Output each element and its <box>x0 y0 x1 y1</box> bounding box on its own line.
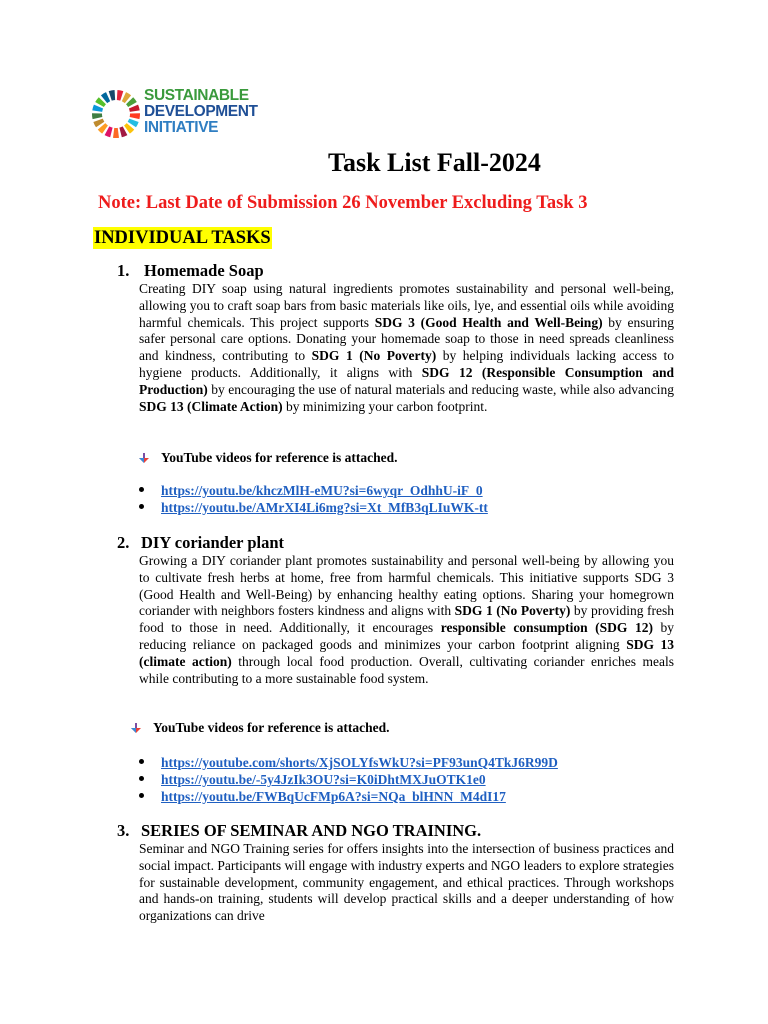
task-description-1 <box>139 281 674 415</box>
text-run: through local food production. Overall, cultivating coriander enriches meals while contributing to a more sustainable food system. <box>139 653 675 686</box>
arrow-down-icon <box>131 723 141 733</box>
youtube-link[interactable]: https://youtu.be/khczMlH-eMU?si=6wyqr_OdhhU-iF_0 <box>161 483 483 498</box>
reference-note-2 <box>131 720 390 736</box>
link-item <box>139 499 488 516</box>
logo-wordmark <box>144 88 258 136</box>
wheel-segment <box>109 90 115 101</box>
arrow-down-icon <box>139 453 149 463</box>
text-run: Growing a DIY coriander plant promotes sustainability and personal well-being by allowing you to cultivate fresh herbs at home, free from harmful chemicals. This initiative supports SDG 3 (Good Health and Well-Being) by enhancing healthy eating options. Sharing your homegrown coriander with neighbors fosters kindness and aligns with <box>139 553 674 619</box>
logo-line-2: DEVELOPMENT <box>144 103 258 120</box>
wheel-segment <box>130 113 140 119</box>
link-item <box>139 788 558 805</box>
task-number: 2. <box>117 533 130 552</box>
task-description-3 <box>139 841 674 925</box>
sdi-logo <box>92 86 272 142</box>
task-description-2 <box>139 553 674 687</box>
text-run: by encouraging the use of natural materials and reducing waste, while also advancing <box>207 381 674 397</box>
task-heading-1 <box>117 261 264 281</box>
bullet-icon <box>139 759 144 764</box>
text-run: Creating DIY soap using natural ingredients promotes sustainability and personal well-being, allowing you to craft soap bars from basic materials like oils, lye, and essential oils while avoiding harmful chemicals. This project supports <box>139 281 674 330</box>
task-title: Homemade Soap <box>144 261 264 280</box>
logo-line-1: SUSTAINABLE <box>144 87 249 104</box>
wheel-segment <box>117 90 123 101</box>
bullet-icon <box>139 793 144 798</box>
text-run: by minimizing your carbon footprint. <box>282 398 488 414</box>
link-list-1 <box>139 482 488 516</box>
text-run: by ensuring safer personal care options. Donating your homemade soap to those in need spreads cleanliness and kindness, contributing to <box>139 314 675 364</box>
logo-line-3: INITIATIVE <box>144 119 219 136</box>
youtube-link[interactable]: https://youtu.be/AMrXI4Li6mg?si=Xt_MfB3qLIuWK-tt <box>161 500 488 515</box>
submission-note: Note: Last Date of Submission 26 November Excluding Task 3 <box>98 193 588 213</box>
link-list-2 <box>139 754 558 805</box>
section-heading: INDIVIDUAL TASKS <box>94 228 271 248</box>
wheel-segment <box>92 105 103 112</box>
bold-text-run: SDG 13 (Climate Action) <box>139 398 283 414</box>
reference-note-1 <box>139 450 398 466</box>
wheel-segment <box>113 128 119 138</box>
bold-text-run: SDG 1 (No Poverty) <box>454 603 571 619</box>
text-run: by providing fresh food to those in need. Additionally, it encourages <box>139 603 674 636</box>
task-title: SERIES OF SEMINAR AND NGO TRAINING. <box>141 821 482 840</box>
youtube-link[interactable]: https://youtube.com/shorts/XjSOLYfsWkU?si=PF93unQ4TkJ6R99D <box>161 755 558 770</box>
bold-text-run: SDG 1 (No Poverty) <box>311 348 437 364</box>
text-run: by reducing reliance on packaged goods and minimizes your carbon footprint aligning <box>139 620 675 652</box>
bold-text-run: SDG 12 (Responsible Consumption and Production) <box>139 364 674 397</box>
task-number: 1. <box>117 261 130 280</box>
sdg-wheel-icon <box>92 86 140 142</box>
link-item <box>139 754 558 771</box>
reference-text: YouTube videos for reference is attached. <box>153 720 390 735</box>
task-number: 3. <box>117 821 130 840</box>
youtube-link[interactable]: https://youtu.be/FWBqUcFMp6A?si=NQa_blHNN_M4dI17 <box>161 789 506 804</box>
wheel-segment <box>92 113 102 119</box>
bullet-icon <box>139 487 144 492</box>
task-heading-2 <box>117 533 284 553</box>
text-run: Seminar and NGO Training series for offers insights into the intersection of business practices and social impact. Participants will engage with industry experts and NGO leaders to explore strategies for sustainable development, community engagement, and ethical practices. Through workshops and hands-on training, students will develop practical skills and a deeper understanding of how organizations can drive <box>139 841 674 924</box>
youtube-link[interactable]: https://youtu.be/-5y4JzIk3OU?si=K0iDhtMXJuOTK1e0 <box>161 772 486 787</box>
bold-text-run: SDG 13 (climate action) <box>139 636 674 669</box>
link-item <box>139 482 488 499</box>
text-run: by helping individuals lacking access to hygiene products. Additionally, it aligns with <box>139 348 674 380</box>
bullet-icon <box>139 504 144 509</box>
task-title: DIY coriander plant <box>141 533 285 552</box>
reference-text: YouTube videos for reference is attached. <box>161 450 398 465</box>
link-item <box>139 771 558 788</box>
bullet-icon <box>139 776 144 781</box>
document-title: Task List Fall-2024 <box>328 148 541 177</box>
task-heading-3 <box>117 821 481 841</box>
bold-text-run: SDG 3 (Good Health and Well-Being) <box>374 314 603 330</box>
wheel-segment <box>129 105 140 112</box>
bold-text-run: responsible consumption (SDG 12) <box>440 620 653 636</box>
